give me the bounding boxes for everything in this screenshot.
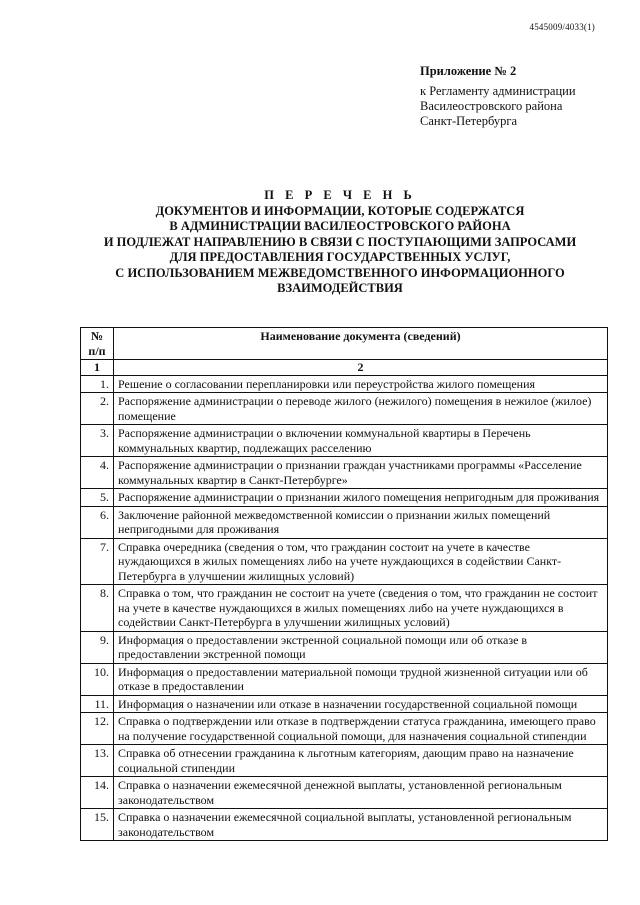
row-number: 4. [81, 457, 114, 489]
table-row [81, 538, 608, 585]
appendix-line-1: к Регламенту администрации [420, 84, 576, 98]
title-line-3: И ПОДЛЕЖАТ НАПРАВЛЕНИЮ В СВЯЗИ С ПОСТУПАЮЩИМИ ЗАПРОСАМИ [103, 234, 577, 249]
row-document-name: Справка о назначении ежемесячной социальной выплаты, установленной региональным законодательством [114, 809, 608, 841]
table-row [81, 393, 608, 425]
document-number: 4545009/4033(1) [529, 22, 595, 32]
row-document-name: Распоряжение администрации о включении коммунальной квартиры в Перечень коммунальных квартир, подлежащих расселению [114, 425, 608, 457]
row-document-name: Информация о предоставлении экстренной социальной помощи или об отказе в предоставлении экстренной помощи [114, 631, 608, 663]
row-number: 2. [81, 393, 114, 425]
row-document-name: Распоряжение администрации о признании жилого помещения непригодным для проживания [114, 489, 608, 507]
title-line-2: В АДМИНИСТРАЦИИ ВАСИЛЕОСТРОВСКОГО РАЙОНА [169, 219, 511, 233]
table-row [81, 425, 608, 457]
table-row [81, 777, 608, 809]
appendix-line-3: Санкт-Петербурга [420, 114, 518, 128]
row-number: 5. [81, 489, 114, 507]
row-number: 11. [81, 695, 114, 713]
row-number: 10. [81, 663, 114, 695]
row-document-name: Распоряжение администрации о переводе жилого (нежилого) помещения в нежилое (жилое) помещение [114, 393, 608, 425]
column-index-name: 2 [114, 360, 608, 376]
row-number: 13. [81, 745, 114, 777]
row-document-name: Справка о том, что гражданин не состоит на учете (сведения о том, что гражданин не состоит на учете в качестве нуждающихся в жилых помещениях либо на учете нуждающихся в содействии Санкт-Петербурга в улучшении жилищных условий) [114, 585, 608, 632]
title-line-1: ДОКУМЕНТОВ И ИНФОРМАЦИИ, КОТОРЫЕ СОДЕРЖАТСЯ [155, 203, 525, 218]
row-document-name: Справка об отнесении гражданина к льготным категориям, дающим право на назначение социальной стипендии [114, 745, 608, 777]
table-row [81, 663, 608, 695]
appendix-line-2: Василеостровского района [420, 99, 563, 113]
documents-table [80, 327, 608, 841]
row-number: 9. [81, 631, 114, 663]
table-row [81, 809, 608, 841]
table-row [81, 631, 608, 663]
row-number: 12. [81, 713, 114, 745]
column-index-number: 1 [81, 360, 114, 376]
table-row [81, 713, 608, 745]
row-number: 6. [81, 506, 114, 538]
row-document-name: Заключение районной межведомственной комиссии о признании жилых помещений непригодными для проживания [114, 506, 608, 538]
table-row [81, 489, 608, 507]
table-row [81, 457, 608, 489]
header-number: № п/п [81, 328, 114, 360]
table-row [81, 585, 608, 632]
title-line-5: С ИСПОЛЬЗОВАНИЕМ МЕЖВЕДОМСТВЕННОГО ИНФОРМАЦИОННОГО [115, 265, 565, 280]
row-document-name: Справка очередника (сведения о том, что гражданин состоит на учете в качестве нуждающихся в жилых помещениях либо на учете нуждающихся в содействии Санкт-Петербурга в улучшении жилищных условий) [114, 538, 608, 585]
document-title [60, 188, 620, 297]
table-header-row [81, 328, 608, 360]
title-line-4: ДЛЯ ПРЕДОСТАВЛЕНИЯ ГОСУДАРСТВЕННЫХ УСЛУГ, [169, 250, 511, 264]
row-document-name: Информация о назначении или отказе в назначении государственной социальной помощи [114, 695, 608, 713]
row-number: 14. [81, 777, 114, 809]
table-row [81, 745, 608, 777]
header-name: Наименование документа (сведений) [114, 328, 608, 360]
table-row [81, 506, 608, 538]
title-line-6: ВЗАИМОДЕЙСТВИЯ [277, 281, 403, 295]
row-document-name: Информация о предоставлении материальной помощи трудной жизненной ситуации или об отказе в предоставлении [114, 663, 608, 695]
row-document-name: Распоряжение администрации о признании граждан участниками программы «Расселение коммунальных квартир в Санкт-Петербурге» [114, 457, 608, 489]
row-number: 15. [81, 809, 114, 841]
row-number: 3. [81, 425, 114, 457]
appendix-block [420, 64, 620, 129]
table-row [81, 695, 608, 713]
appendix-title: Приложение № 2 [420, 64, 517, 78]
title-word: П Е Р Е Ч Е Н Ь [264, 188, 416, 202]
row-document-name: Решение о согласовании перепланировки или переустройства жилого помещения [114, 375, 608, 393]
row-number: 8. [81, 585, 114, 632]
table-row [81, 375, 608, 393]
row-document-name: Справка о подтверждении или отказе в подтверждении статуса гражданина, имеющего право на получение государственной социальной помощи, для назначения социальной стипендии [114, 713, 608, 745]
column-index-row [81, 360, 608, 376]
row-document-name: Справка о назначении ежемесячной денежной выплаты, установленной региональным законодательством [114, 777, 608, 809]
row-number: 1. [81, 375, 114, 393]
row-number: 7. [81, 538, 114, 585]
